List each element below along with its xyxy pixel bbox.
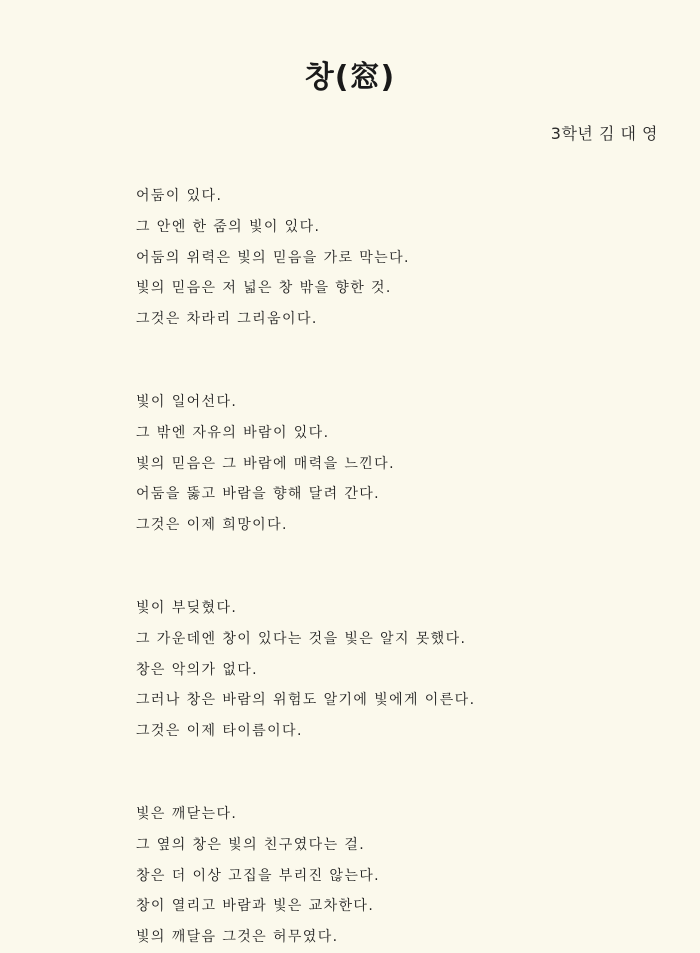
poem-line: 어둠의 위력은 빛의 믿음을 가로 막는다. (136, 249, 410, 266)
poem-line: 빛의 깨달음 그것은 허무였다. (136, 929, 339, 946)
poem-line: 그 옆의 창은 빛의 친구였다는 걸. (136, 836, 366, 853)
poem-line: 빛의 믿음은 그 바람에 매력을 느낀다. (136, 455, 395, 472)
poem-line: 빛의 믿음은 저 넓은 창 밖을 향한 것. (136, 280, 392, 297)
author-line: 3학년 김 대 영 (550, 124, 658, 143)
stanza-1 (136, 181, 656, 335)
poem-line: 그 가운데엔 창이 있다는 것을 빛은 알지 못했다. (136, 630, 467, 647)
poem-line: 그것은 이제 타이름이다. (136, 723, 303, 740)
poem-line: 그것은 이제 희망이다. (136, 517, 288, 534)
poem-line: 창은 더 이상 고집을 부리진 않는다. (136, 867, 381, 884)
poem-line: 그 안엔 한 줌의 빛이 있다. (136, 218, 321, 235)
poem-line: 창은 악의가 없다. (136, 661, 259, 678)
stanza-2 (136, 387, 656, 541)
poem-line: 빛이 일어선다. (136, 393, 238, 410)
poem-line: 빛이 부딪혔다. (136, 599, 238, 616)
poem-line: 빛은 깨닫는다. (136, 805, 238, 822)
poem-line: 어둠이 있다. (136, 188, 223, 204)
stanza-3 (136, 593, 656, 747)
poem-body (136, 181, 656, 953)
stanza-4 (136, 799, 656, 953)
poem-line: 그 밖엔 자유의 바람이 있다. (136, 424, 330, 441)
poem-line: 그러나 창은 바람의 위험도 알기에 빛에게 이른다. (136, 692, 476, 709)
poem-line: 그것은 차라리 그리움이다. (136, 311, 318, 328)
poem-line: 어둠을 뚫고 바람을 향해 달려 간다. (136, 486, 381, 503)
poem-line: 창이 열리고 바람과 빛은 교차한다. (136, 898, 375, 915)
poem-title: 창(窓) (304, 60, 396, 95)
